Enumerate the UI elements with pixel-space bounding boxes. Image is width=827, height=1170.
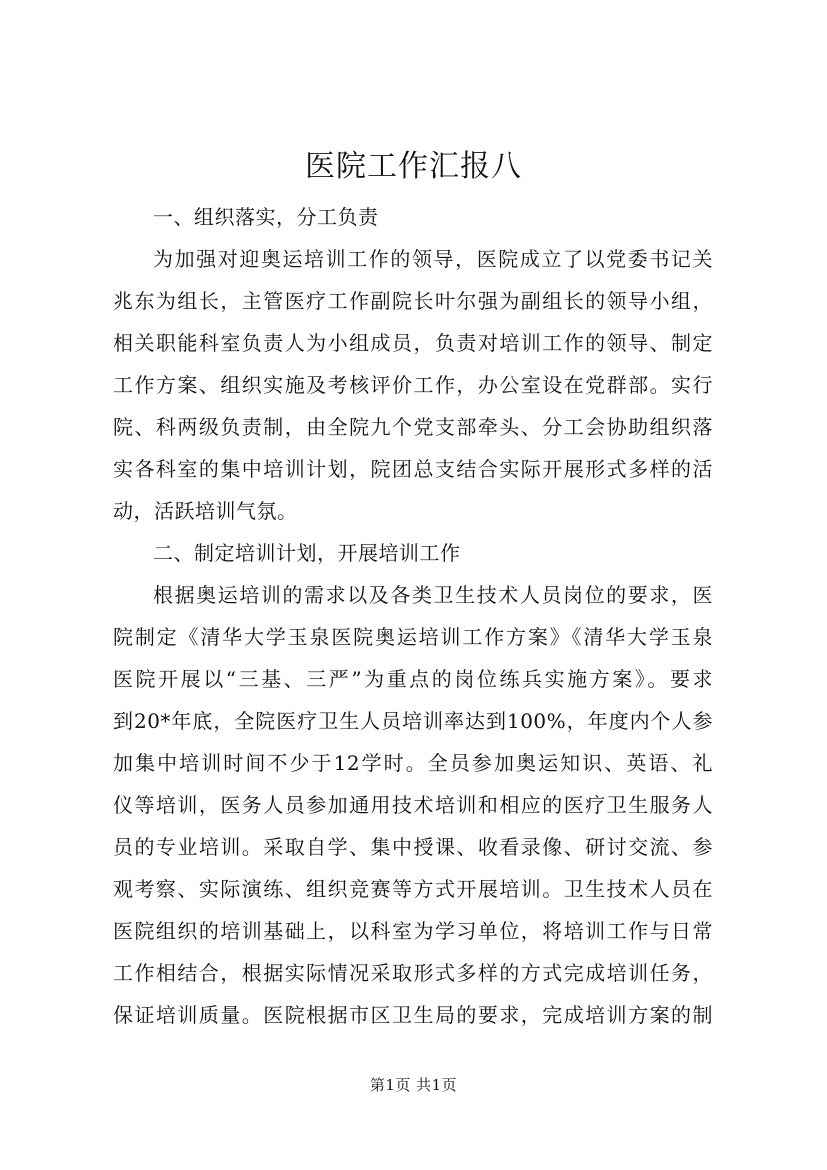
- body-line: 一、组织落实，分工负责: [153, 205, 379, 229]
- body-line: 二、制定培训计划，开展培训工作: [153, 541, 461, 565]
- body-line: 工作相结合，根据实际情况采取形式多样的方式完成培训任务，: [113, 961, 713, 985]
- body-line: 根据奥运培训的需求以及各类卫生技术人员岗位的要求，医: [153, 583, 713, 607]
- body-line: 兆东为组长，主管医疗工作副院长叶尔强为副组长的领导小组，: [113, 289, 713, 313]
- body-line: 实各科室的集中培训计划，院团总支结合实际开展形式多样的活: [113, 457, 713, 481]
- body-line: 保证培训质量。医院根据市区卫生局的要求，完成培训方案的制: [113, 1003, 713, 1027]
- page-footer: 第1页 共1页: [369, 1076, 458, 1094]
- body-line: 医院开展以“三基、三严”为重点的岗位练兵实施方案》。要求: [113, 667, 713, 691]
- document-body: [113, 196, 713, 1036]
- body-line: 医院组织的培训基础上，以科室为学习单位，将培训工作与日常: [113, 919, 713, 943]
- body-line: 员的专业培训。采取自学、集中授课、收看录像、研讨交流、参: [113, 835, 713, 859]
- body-line: 院、科两级负责制，由全院九个党支部牵头、分工会协助组织落: [113, 415, 713, 439]
- body-line: 为加强对迎奥运培训工作的领导，医院成立了以党委书记关: [153, 247, 713, 271]
- body-line: 观考察、实际演练、组织竞赛等方式开展培训。卫生技术人员在: [113, 877, 713, 901]
- body-line: 工作方案、组织实施及考核评价工作，办公室设在党群部。实行: [113, 373, 713, 397]
- body-line: 加集中培训时间不少于12学时。全员参加奥运知识、英语、礼: [113, 751, 713, 775]
- body-line: 动，活跃培训气氛。: [113, 499, 298, 523]
- body-line: 仪等培训，医务人员参加通用技术培训和相应的医疗卫生服务人: [113, 793, 713, 817]
- body-line: 相关职能科室负责人为小组成员，负责对培训工作的领导、制定: [113, 331, 713, 355]
- body-line: 到20*年底，全院医疗卫生人员培训率达到100%，年度内个人参: [113, 709, 713, 733]
- body-line: 院制定《清华大学玉泉医院奥运培训工作方案》《清华大学玉泉: [113, 625, 713, 649]
- document-title: 医院工作汇报八: [305, 149, 522, 184]
